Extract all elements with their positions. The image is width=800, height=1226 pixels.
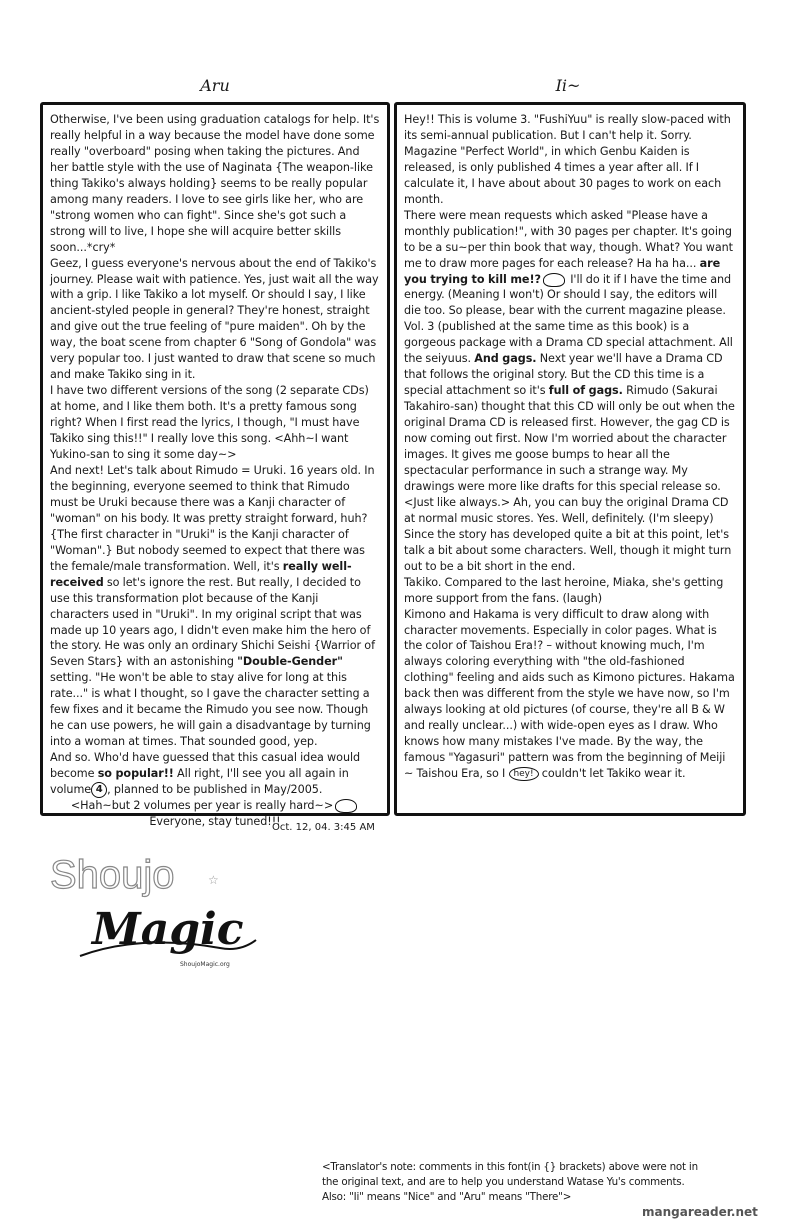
right-paragraph-4: Since the story has developed quite a bit at this point, let's talk a bit about some characters. Well, though it might turn out to be a bit short in the end. xyxy=(404,527,732,573)
right-p6-text-b: couldn't let Takiko wear it. xyxy=(541,767,686,781)
left-paragraph-5 xyxy=(50,750,380,798)
right-p2-text-b: I'll do it if I have the time and energy. (Meaning I won't) Or should I say, the editors will die too. So please, bear with the current magazine please. xyxy=(404,272,732,318)
left-p4-text-b: so let's ignore the rest. But really, I decided to use this transformation plot because of the Kanji characters used in "Uruki". In my original script that was made up 10 years ago, I didn't even make him the hero of the story. He was only an ordinary Shichi Seishi {Warrior of Seven Stars} with an astonishing xyxy=(50,575,375,669)
translator-note-line-2: the original text, and are to help you understand Watase Yu's comments. xyxy=(322,1176,685,1189)
translator-note xyxy=(322,1160,800,1206)
watermark: mangareader.net xyxy=(642,1205,758,1219)
logo-url: ShoujoMagic.org xyxy=(180,961,230,968)
hey-speech-bubble: hey! xyxy=(509,767,539,781)
left-p4-bold-b: "Double-Gender" xyxy=(237,655,343,669)
volume-number-circle-icon: 4 xyxy=(91,782,107,798)
right-p3-text-a: Vol. 3 (published at the same time as this book) is a gorgeous package with a Drama CD special attachment. All the seiyuus. xyxy=(404,320,733,366)
right-column-title: Ii~ xyxy=(555,76,581,95)
left-p5-text-c: , planned to be published in May/2005. xyxy=(107,783,323,797)
left-p5-text-b: All right, I'll see you all again in volume xyxy=(50,767,349,797)
left-closing-line-2: Everyone, stay tuned!!! xyxy=(149,814,281,828)
logo-line2: Magic xyxy=(92,904,244,955)
left-paragraph-2: Geez, I guess everyone's nervous about the end of Takiko's journey. Please wait with patience. Yes, just wait all the way with a grip. I like Takiko a lot myself. Or should I say, I like ancient-styled people in general? They're honest, straight and give out the true feeling of "pure maiden". Oh by the way, the boat scene from chapter 6 "Song of Gondola" was very popular too. I just wanted to draw that scene so much and make Takiko sing in it. xyxy=(50,256,379,382)
right-p3-bold-b: full of gags. xyxy=(548,384,623,398)
left-p5-bold: so popular!! xyxy=(97,767,174,781)
right-p6-text-a: Kimono and Hakama is very difficult to draw along with character movements. Especially in color pages. What is the color of Taishou Era!? – without knowing much, I'm always coloring everything with "the old-fashioned clothing" feeling and aids such as Kimono pictures. Hakama back then was different from the style we have now, so I'm always looking at old pictures (of course, they're all B & W and really unclear...) with wide-open eyes as I draw. Who knows how many mistakes I've made. By the way, the famous "Yagasuri" pattern was from the beginning of Meiji ~ Taishou Era, so I xyxy=(404,607,735,781)
shoujo-magic-logo xyxy=(20,848,270,980)
right-paragraph-1: Hey!! This is volume 3. "FushiYuu" is really slow-paced with its semi-annual publication. But I can't help it. Sorry. Magazine "Perfect World", in which Genbu Kaiden is released, is only published 4 times a year after all. If I calculate it, I have about about 30 pages to work on each month. xyxy=(404,113,731,206)
right-p3-text-c: Rimudo (Sakurai Takahiro-san) thought that this CD will only be out when the original Drama CD is released first. However, the gag CD is now coming out first. Now I'm worried about the character images. It gives me goose bumps to hear all the spectacular performance in such a strange way. My drawings were more like drafts for this special release so. <Just like always.> Ah, you can buy the original Drama CD at normal music stores. Yes. Well, definitely. (I'm sleepy) xyxy=(404,384,735,525)
logo-line1: Shoujo xyxy=(50,853,175,897)
star-icon: ☆ xyxy=(208,873,219,887)
right-paragraph-3 xyxy=(404,319,736,526)
left-paragraph-3: I have two different versions of the song (2 separate CDs) at home, and I like them both. It's a pretty famous song right? When I first read the lyrics, I though, "I must have Takiko sing this!!" I really love this song. <Ahh~I want Yukino-san to sing it some day~> xyxy=(50,384,369,462)
left-paragraph-1: Otherwise, I've been using graduation catalogs for help. It's really helpful in a way because the model have done some really "overboard" posing when taking the pictures. And her battle style with the use of Naginata {The weapon-like thing Takiko's always holding} seems to be really popular among many readers. I love to see girls like her, who are "strong women who can fight". Since she's got such a strong will to live, I hope she will acquire better skills soon...*cry* xyxy=(50,113,380,254)
left-p4-text-c: setting. "He won't be able to stay alive for long at this rate..." is what I thought, so I gave the character setting a few fixes and it became the Rimudo you see now. Though he can use powers, he will gain a disadvantage by turning into a woman at times. That sounded good, yep. xyxy=(50,671,371,749)
right-p2-text-a: There were mean requests which asked "Please have a monthly publication!", with 30 pages per chapter. It's going to be a su~per thin book that way, though. What? You want me to draw more pages for each release? Ha ha ha... xyxy=(404,208,734,270)
right-text-box xyxy=(394,102,746,816)
right-p2-bold: are you trying to kill me!? xyxy=(404,256,721,286)
left-p4-bold-a: really well-received xyxy=(50,559,352,589)
right-p3-text-b: Next year we'll have a Drama CD that follows the original story. But the CD this time is a special attachment so it's xyxy=(404,352,723,398)
left-column-title: Aru xyxy=(200,76,230,95)
right-p3-bold-a: And gags. xyxy=(474,352,537,366)
right-paragraph-6 xyxy=(404,607,736,782)
translator-note-line-3: Also: "Ii" means "Nice" and "Aru" means "There"> xyxy=(322,1191,572,1204)
doodle-face-icon xyxy=(543,273,565,287)
left-p4-text-a: And next! Let's talk about Rimudo = Uruki. 16 years old. In the beginning, everyone seemed to think that Rimudo must be Uruki because there was a Kanji character of "woman" on his body. It was pretty straight forward, huh? {The first character in "Uruki" is the Kanji character of "Woman".} But nobody seemed to expect that there was the female/male transformation. Well, it's xyxy=(50,463,375,573)
left-closing-text-1: <Hah~but 2 volumes per year is really hard~> xyxy=(70,799,334,813)
left-paragraph-4 xyxy=(50,463,380,750)
doodle-face-icon xyxy=(335,799,357,813)
right-paragraph-2 xyxy=(404,208,736,320)
date-stamp: Oct. 12, 04. 3:45 AM xyxy=(272,822,375,833)
translator-note-line-1: <Translator's note: comments in this font(in {} brackets) above were not in xyxy=(322,1161,698,1173)
left-closing-line-1 xyxy=(50,798,380,814)
left-p5-text-a: And so. Who'd have guessed that this casual idea would become xyxy=(50,751,361,781)
right-paragraph-5: Takiko. Compared to the last heroine, Miaka, she's getting more support from the fans. (laugh) xyxy=(404,575,724,605)
